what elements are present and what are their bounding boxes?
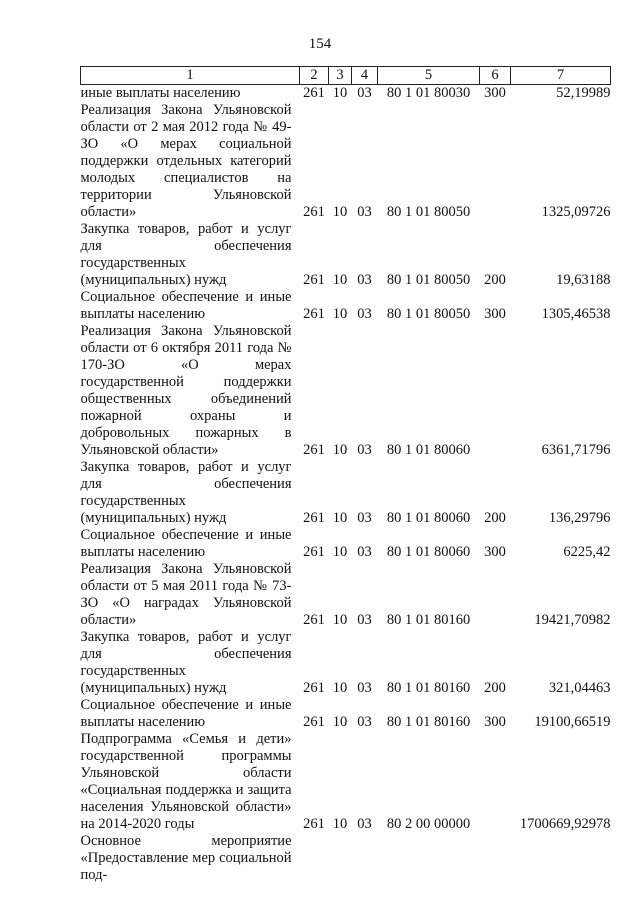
table-row [81, 102, 611, 221]
row-amount [511, 833, 611, 884]
row-subsection: 03 [357, 612, 372, 628]
page-number: 154 [308, 36, 332, 52]
row-name: Подпрограмма «Семья и дети» государственной программы Ульяновской области «Социальная поддержка и защита населения Ульяновской области» на 2014-2020 годы [80, 731, 292, 832]
row-subsection: 03 [357, 204, 372, 220]
row-subsection: 03 [357, 85, 372, 101]
row-amount: 19100,66519 [534, 714, 611, 730]
header-col-6: 6 [480, 67, 511, 85]
row-expense-type: 200 [484, 272, 506, 288]
row-section: 10 [332, 272, 348, 288]
row-amount: 136,29796 [548, 510, 611, 526]
row-subsection: 03 [357, 680, 372, 696]
row-subsection: 03 [357, 510, 372, 526]
row-section: 10 [332, 714, 348, 730]
row-expense-type: 300 [484, 714, 506, 730]
table-row [81, 629, 611, 697]
row-section: 10 [332, 85, 348, 101]
row-target-code [378, 833, 480, 884]
row-ministry: 261 [303, 544, 325, 560]
header-col-7: 7 [511, 67, 611, 85]
row-expense-type: 300 [484, 306, 506, 322]
row-ministry: 261 [303, 306, 325, 322]
row-ministry: 261 [303, 85, 325, 101]
row-target-code: 80 1 01 80050 [386, 204, 471, 220]
row-expense-type [480, 323, 511, 459]
row-ministry: 261 [303, 510, 325, 526]
row-amount: 1700669,92978 [519, 816, 611, 832]
row-name: Закупка товаров, работ и услуг для обеспечения государственных (муниципальных) нужд [80, 221, 292, 288]
row-expense-type [480, 833, 511, 884]
row-amount: 19,63188 [556, 272, 611, 288]
table-row [81, 323, 611, 459]
row-name: Закупка товаров, работ и услуг для обеспечения государственных (муниципальных) нужд [80, 459, 292, 526]
row-expense-type: 300 [484, 544, 506, 560]
row-section: 10 [332, 680, 348, 696]
row-subsection: 03 [357, 714, 372, 730]
row-section: 10 [332, 204, 348, 220]
row-expense-type: 200 [484, 510, 506, 526]
row-ministry: 261 [303, 680, 325, 696]
table-row [81, 527, 611, 561]
row-name: Основное мероприятие «Предоставление мер социальной под- [80, 833, 292, 883]
row-section: 10 [332, 612, 348, 628]
row-name: иные выплаты населению [80, 85, 241, 101]
row-amount: 6225,42 [563, 544, 611, 560]
table-row [81, 221, 611, 289]
table-row [81, 459, 611, 527]
row-target-code: 80 1 01 80060 [386, 510, 471, 526]
row-section: 10 [332, 442, 348, 458]
row-amount: 52,19989 [556, 85, 611, 101]
header-col-1: 1 [81, 67, 300, 85]
header-col-4: 4 [352, 67, 378, 85]
row-target-code: 80 1 01 80060 [386, 442, 471, 458]
row-target-code: 80 1 01 80050 [386, 272, 471, 288]
row-expense-type: 200 [484, 680, 506, 696]
row-target-code: 80 1 01 80160 [386, 714, 471, 730]
row-expense-type [480, 731, 511, 833]
table-row [81, 731, 611, 833]
row-ministry: 261 [303, 204, 325, 220]
row-target-code: 80 1 01 80160 [386, 680, 471, 696]
row-target-code: 80 1 01 80060 [386, 544, 471, 560]
row-name: Закупка товаров, работ и услуг для обеспечения государственных (муниципальных) нужд [80, 629, 292, 696]
header-col-2: 2 [300, 67, 329, 85]
row-ministry: 261 [303, 714, 325, 730]
row-subsection [352, 833, 378, 884]
table-row [81, 697, 611, 731]
row-amount: 1305,46538 [541, 306, 611, 322]
row-target-code: 80 1 01 80050 [386, 306, 471, 322]
row-subsection: 03 [357, 306, 372, 322]
header-col-3: 3 [329, 67, 352, 85]
budget-table [80, 66, 611, 884]
row-amount: 1325,09726 [541, 204, 611, 220]
row-subsection: 03 [357, 442, 372, 458]
header-col-5: 5 [378, 67, 480, 85]
row-target-code: 80 1 01 80030 [386, 85, 471, 101]
row-subsection: 03 [357, 272, 372, 288]
row-name: Социальное обеспечение и иные выплаты населению [80, 527, 292, 560]
row-target-code: 80 1 01 80160 [386, 612, 471, 628]
row-section: 10 [332, 816, 348, 832]
row-subsection: 03 [357, 816, 372, 832]
row-expense-type [480, 102, 511, 221]
row-ministry: 261 [303, 442, 325, 458]
row-name: Реализация Закона Ульяновской области от 2 мая 2012 года № 49-ЗО «О мерах социальной поддержки отдельных категорий молодых специалистов на территории Ульяновской области» [80, 102, 292, 220]
row-amount: 6361,71796 [541, 442, 611, 458]
row-section: 10 [332, 306, 348, 322]
row-ministry: 261 [303, 272, 325, 288]
row-name: Реализация Закона Ульяновской области от 5 мая 2011 года № 73-ЗО «О наградах Ульяновской области» [80, 561, 292, 628]
row-section [329, 833, 352, 884]
row-subsection: 03 [357, 544, 372, 560]
row-amount: 321,04463 [548, 680, 611, 696]
header-row [81, 67, 611, 85]
table-row [81, 289, 611, 323]
row-amount: 19421,70982 [534, 612, 611, 628]
row-name: Социальное обеспечение и иные выплаты населению [80, 289, 292, 322]
table-row [81, 85, 611, 103]
row-target-code: 80 2 00 00000 [386, 816, 471, 832]
row-ministry: 261 [303, 816, 325, 832]
row-section: 10 [332, 510, 348, 526]
table-row [81, 833, 611, 884]
row-name: Реализация Закона Ульяновской области от 6 октября 2011 года № 170-ЗО «О мерах государственной поддержки общественных объединений пожарной охраны и добровольных пожарных в Ульяновской области» [80, 323, 292, 458]
row-ministry: 261 [303, 612, 325, 628]
row-ministry [300, 833, 329, 884]
table-row [81, 561, 611, 629]
table-header [81, 67, 611, 85]
table-body [81, 85, 611, 885]
row-expense-type: 300 [484, 85, 506, 101]
row-section: 10 [332, 544, 348, 560]
row-expense-type [480, 561, 511, 629]
row-name: Социальное обеспечение и иные выплаты населению [80, 697, 292, 730]
